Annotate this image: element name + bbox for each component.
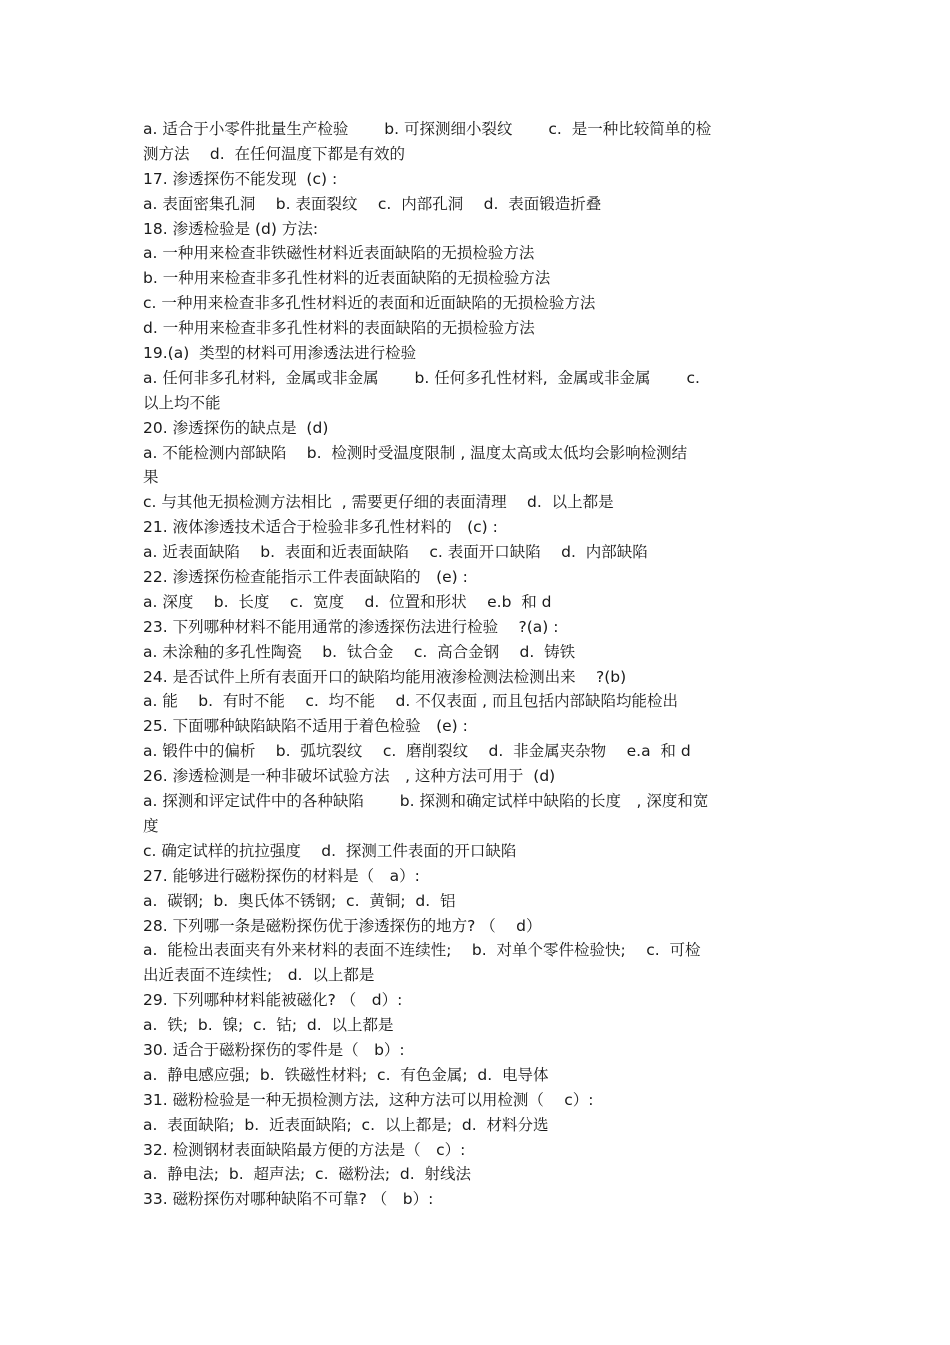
question-line: 21. 液体渗透技术适合于检验非多孔性材料的 (c) :	[143, 518, 498, 537]
question-line: 25. 下面哪种缺陷缺陷不适用于着色检验 (e) :	[143, 717, 468, 736]
options-line: a. 碳钢; b. 奥氏体不锈钢; c. 黄铜; d. 铝	[143, 891, 456, 910]
question-line: 19.(a) 类型的材料可用渗透法进行检验	[143, 344, 417, 363]
options-line: 以上均不能	[143, 393, 221, 412]
question-line: 30. 适合于磁粉探伤的零件是（ b）:	[143, 1040, 405, 1059]
options-line: a. 静电法; b. 超声法; c. 磁粉法; d. 射线法	[143, 1165, 472, 1184]
options-line: d. 一种用来检查非多孔性材料的表面缺陷的无损检验方法	[143, 319, 535, 338]
options-line: a. 静电感应强; b. 铁磁性材料; c. 有色金属; d. 电导体	[143, 1065, 549, 1084]
options-line: a. 铁; b. 镍; c. 钴; d. 以上都是	[143, 1016, 394, 1035]
question-line: 18. 渗透检验是 (d) 方法:	[143, 219, 319, 238]
options-line: a. 能检出表面夹有外来材料的表面不连续性; b. 对单个零件检验快; c. 可检	[143, 941, 701, 960]
question-line: 31. 磁粉检验是一种无损检测方法, 这种方法可以用检测（ c）:	[143, 1090, 594, 1109]
options-line: c. 确定试样的抗拉强度 d. 探测工件表面的开口缺陷	[143, 841, 517, 860]
options-line: a. 未涂釉的多孔性陶瓷 b. 钛合金 c. 高合金钢 d. 铸铁	[143, 642, 576, 661]
text-line: a. 适合于小零件批量生产检验 b. 可探测细小裂纹 c. 是一种比较简单的检	[143, 120, 712, 138]
text-line: 测方法 d. 在任何温度下都是有效的	[143, 144, 406, 163]
options-line: a. 任何非多孔材料, 金属或非金属 b. 任何多孔性材料, 金属或非金属 c.	[143, 368, 700, 387]
options-line: a. 近表面缺陷 b. 表面和近表面缺陷 c. 表面开口缺陷 d. 内部缺陷	[143, 543, 648, 562]
options-line: a. 能 b. 有时不能 c. 均不能 d. 不仅表面 , 而且包括内部缺陷均能检出	[143, 692, 679, 711]
question-line: 20. 渗透探伤的缺点是 (d)	[143, 418, 329, 437]
options-line: a. 探测和评定试件中的各种缺陷 b. 探测和确定试样中缺陷的长度 , 深度和宽	[143, 792, 709, 811]
options-line: a. 一种用来检查非铁磁性材料近表面缺陷的无损检验方法	[143, 244, 535, 263]
question-line: 28. 下列哪一条是磁粉探伤优于渗透探伤的地方? （ d）	[143, 916, 542, 935]
question-line: 32. 检测钢材表面缺陷最方便的方法是（ c）:	[143, 1140, 466, 1159]
options-line: c. 一种用来检查非多孔性材料近的表面和近面缺陷的无损检验方法	[143, 294, 596, 313]
question-line: 27. 能够进行磁粉探伤的材料是（ a）:	[143, 866, 420, 885]
options-line: c. 与其他无损检测方法相比 , 需要更仔细的表面清理 d. 以上都是	[143, 493, 614, 512]
options-line: a. 表面缺陷; b. 近表面缺陷; c. 以上都是; d. 材料分选	[143, 1115, 549, 1134]
question-line: 17. 渗透探伤不能发现 (c) :	[143, 169, 338, 188]
question-line: 24. 是否试件上所有表面开口的缺陷均能用液渗检测法检测出来 ?(b)	[143, 667, 627, 686]
options-line: a. 深度 b. 长度 c. 宽度 d. 位置和形状 e.b 和 d	[143, 592, 552, 611]
options-line: a. 表面密集孔洞 b. 表面裂纹 c. 内部孔洞 d. 表面锻造折叠	[143, 194, 602, 213]
options-line: a. 锻件中的偏析 b. 弧坑裂纹 c. 磨削裂纹 d. 非金属夹杂物 e.a 和 d	[143, 742, 691, 761]
options-line: b. 一种用来检查非多孔性材料的近表面缺陷的无损检验方法	[143, 269, 551, 288]
options-line: a. 不能检测内部缺陷 b. 检测时受温度限制 , 温度太高或太低均会影响检测结	[143, 443, 688, 462]
options-line: 果	[143, 468, 159, 487]
options-line: 度	[143, 816, 159, 835]
question-line: 22. 渗透探伤检查能指示工件表面缺陷的 (e) :	[143, 568, 468, 587]
question-line: 33. 磁粉探伤对哪种缺陷不可靠? （ b）:	[143, 1190, 434, 1209]
options-line: 出近表面不连续性; d. 以上都是	[143, 966, 375, 985]
question-list	[143, 117, 808, 1212]
question-line: 26. 渗透检测是一种非破坏试验方法 , 这种方法可用于 (d)	[143, 767, 556, 786]
question-line: 29. 下列哪种材料能被磁化? （ d）:	[143, 991, 403, 1010]
question-line: 23. 下列哪种材料不能用通常的渗透探伤法进行检验 ?(a) :	[143, 617, 559, 636]
